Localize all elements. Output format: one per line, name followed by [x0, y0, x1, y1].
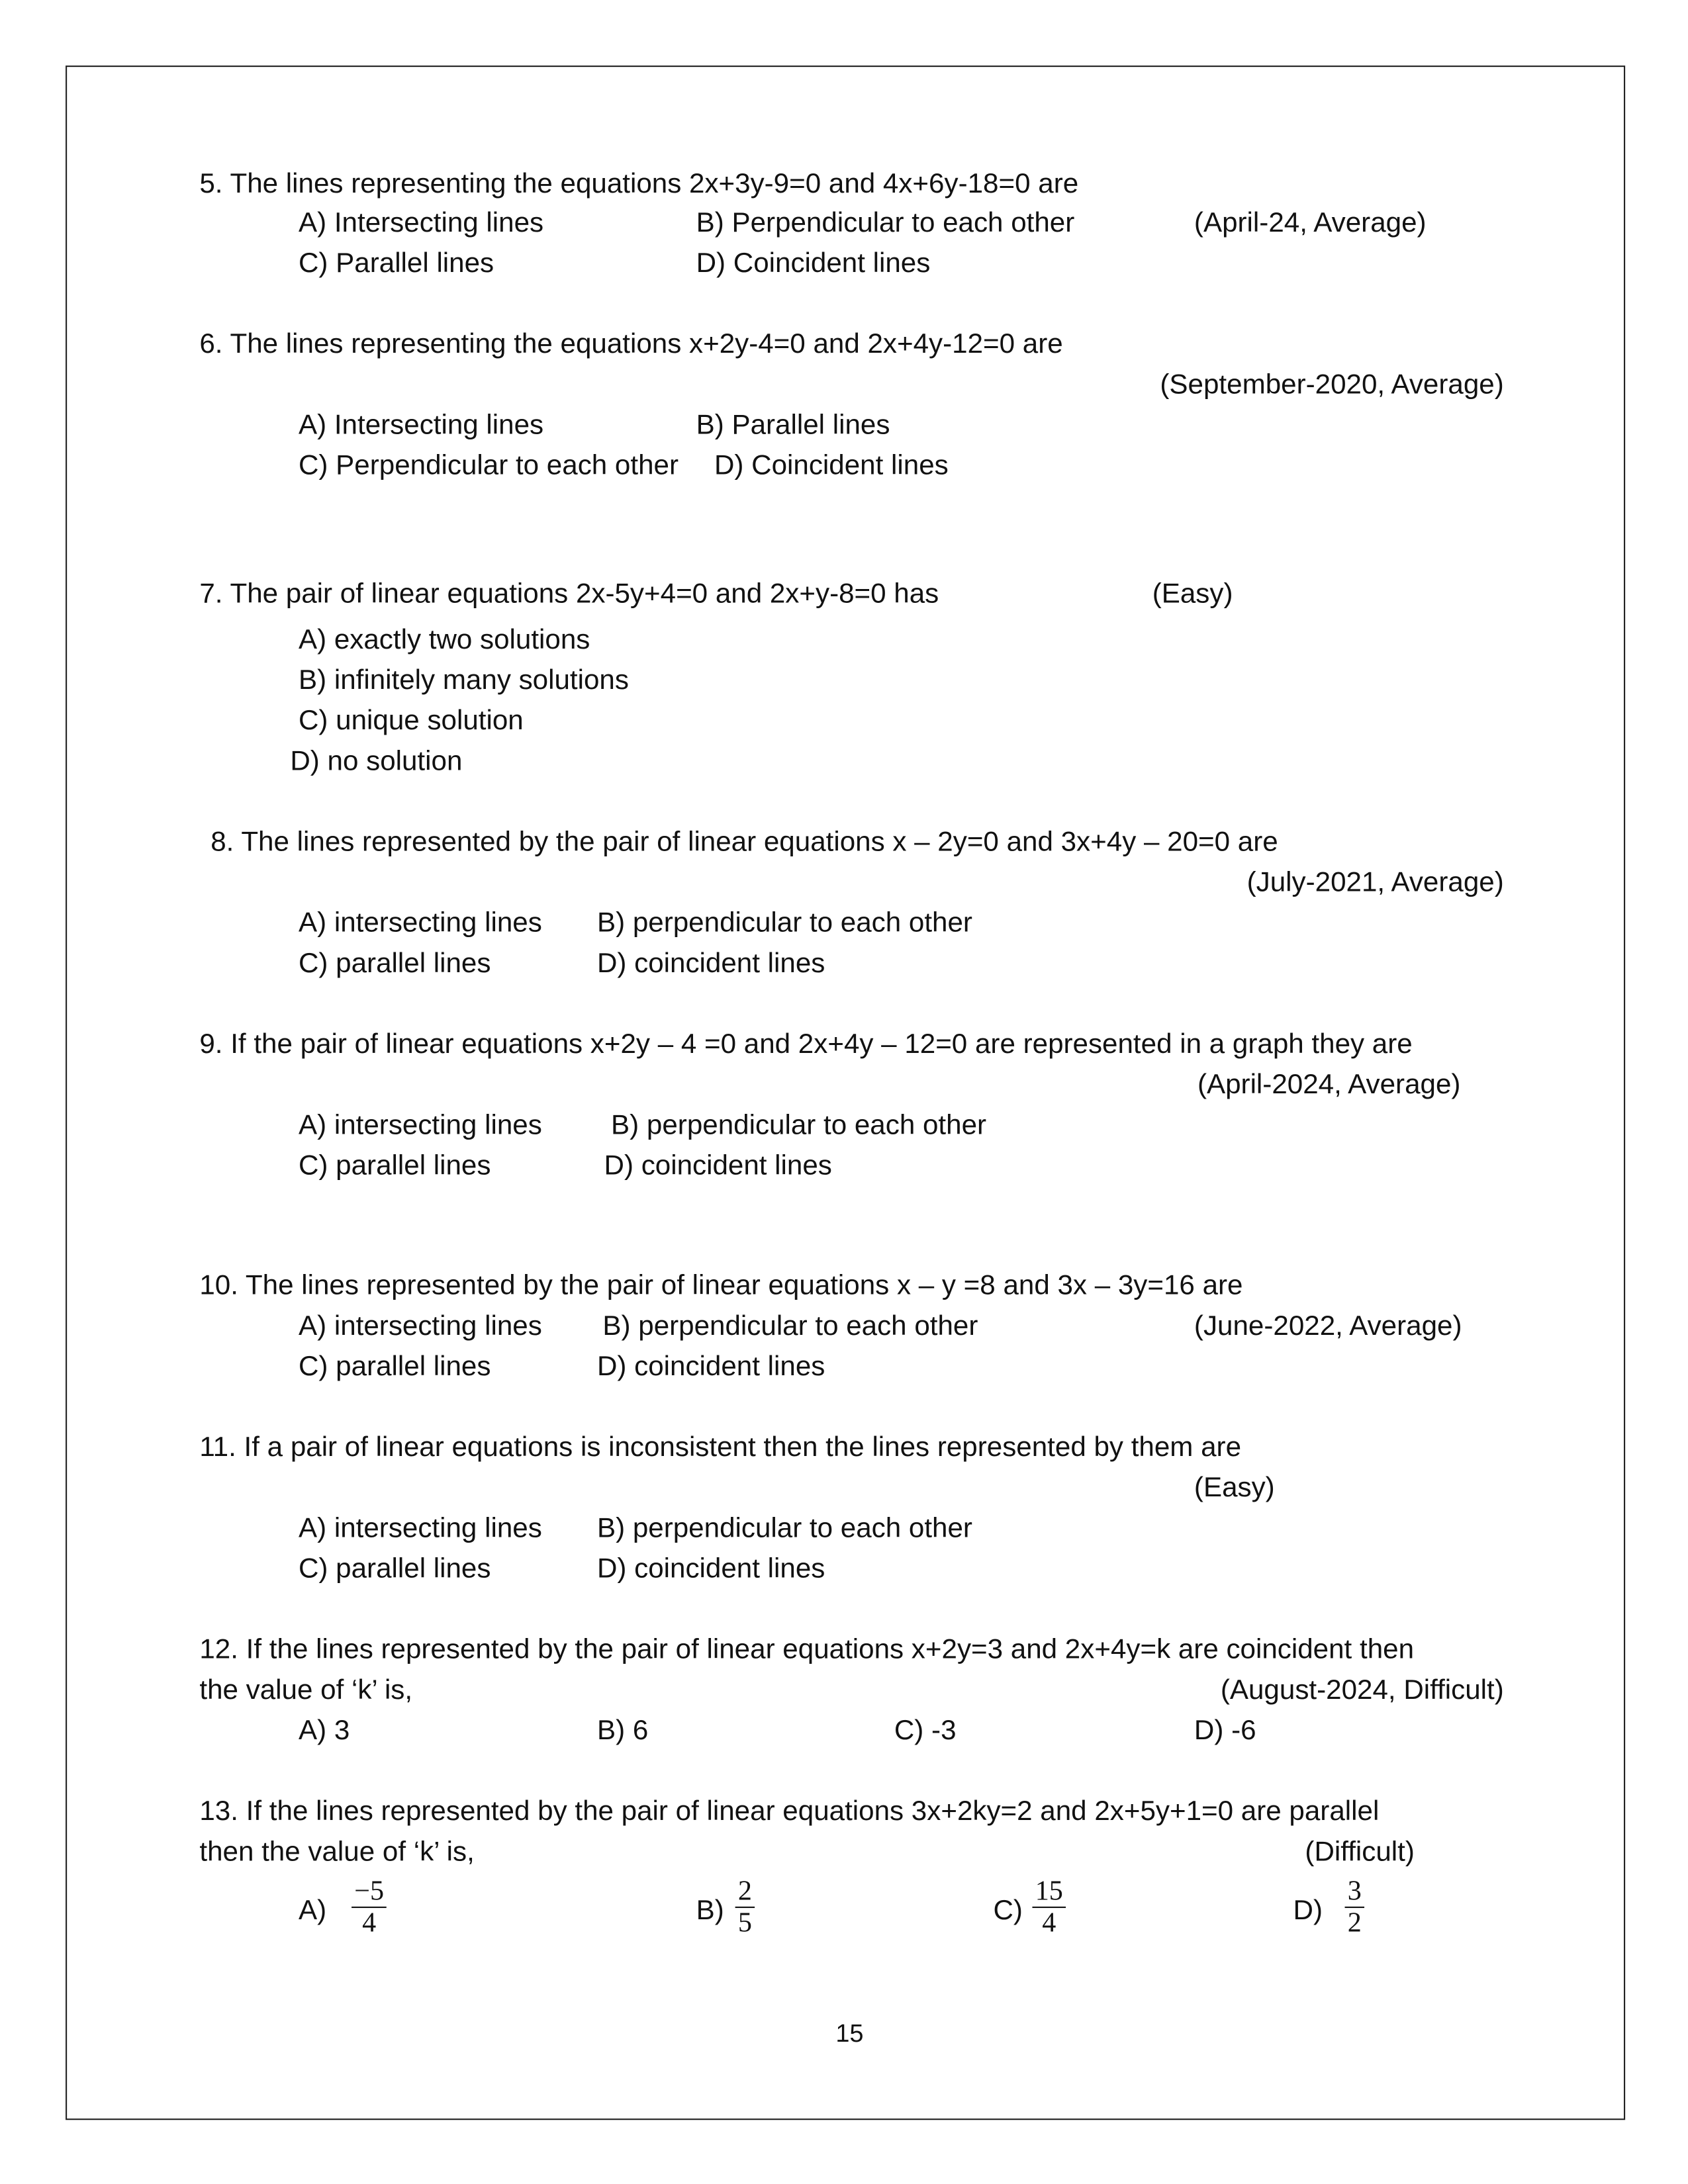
question-5-stem: 5. The lines representing the equations 2x+3y-9=0 and 4x+6y-18=0 are [199, 168, 1079, 200]
question-8-option-c: C) parallel lines [298, 948, 491, 979]
question-7-option-b: B) infinitely many solutions [298, 665, 629, 696]
question-6-option-d: D) Coincident lines [714, 450, 949, 482]
question-7-tag: (Easy) [1152, 578, 1233, 610]
question-11-option-d: D) coincident lines [596, 1553, 825, 1585]
question-9-stem: 9. If the pair of linear equations x+2y – 4 =0 and 2x+4y – 12=0 are represented in a graph they are [199, 1029, 1413, 1060]
numerator: 2 [735, 1876, 755, 1907]
denominator: 5 [737, 1907, 752, 1939]
question-12-stem-line2: the value of ‘k’ is, [199, 1674, 413, 1706]
question-6-tag: (September-2020, Average) [1160, 369, 1504, 400]
question-8-option-a: A) intersecting lines [298, 907, 542, 939]
question-5-option-b: B) Perpendicular to each other [696, 208, 1075, 239]
question-10-option-c: C) parallel lines [298, 1351, 491, 1383]
question-7-option-c: C) unique solution [298, 705, 524, 737]
question-8-option-b: B) perpendicular to each other [596, 907, 972, 939]
question-13-option-b-label: B) [696, 1895, 724, 1927]
question-6-stem: 6. The lines representing the equations x+2y-4=0 and 2x+4y-12=0 are [199, 329, 1063, 360]
question-7-stem: 7. The pair of linear equations 2x-5y+4=0 and 2x+y-8=0 has [199, 578, 939, 610]
question-11-tag: (Easy) [1194, 1473, 1275, 1504]
question-6-option-c: C) Perpendicular to each other [298, 450, 679, 482]
numerator: 3 [1345, 1876, 1365, 1907]
question-13-option-a-label: A) [298, 1895, 327, 1927]
question-12-option-c: C) -3 [894, 1715, 957, 1747]
question-10-option-b: B) perpendicular to each other [602, 1310, 978, 1342]
question-10-option-d: D) coincident lines [596, 1351, 825, 1383]
question-5-option-c: C) Parallel lines [298, 248, 494, 279]
question-13-option-d-label: D) [1293, 1895, 1323, 1927]
question-12-option-b: B) 6 [596, 1715, 649, 1747]
question-13-option-a-fraction [352, 1876, 387, 1938]
denominator: 4 [1042, 1907, 1056, 1939]
question-5-option-d: D) Coincident lines [696, 248, 931, 279]
denominator: 4 [362, 1907, 377, 1939]
question-8-option-d: D) coincident lines [596, 948, 825, 979]
denominator: 2 [1347, 1907, 1362, 1939]
question-13-option-c-fraction [1032, 1876, 1066, 1938]
question-9-option-b: B) perpendicular to each other [611, 1110, 987, 1141]
question-12-stem: 12. If the lines represented by the pair of linear equations x+2y=3 and 2x+4y=k are coincident then [199, 1634, 1415, 1666]
question-11-option-c: C) parallel lines [298, 1553, 491, 1585]
numerator: −5 [352, 1876, 387, 1907]
question-13-option-c-label: C) [993, 1895, 1023, 1927]
question-7-option-d: D) no solution [290, 746, 463, 777]
question-9-tag: (April-2024, Average) [1197, 1069, 1461, 1101]
question-13-stem: 13. If the lines represented by the pair of linear equations 3x+2ky=2 and 2x+5y+1=0 are parallel [199, 1796, 1380, 1827]
question-10-stem: 10. The lines represented by the pair of linear equations x – y =8 and 3x – 3y=16 are [199, 1270, 1243, 1302]
question-5-tag: (April-24, Average) [1194, 208, 1427, 239]
question-7-option-a: A) exactly two solutions [298, 625, 590, 656]
question-13-option-d-fraction [1345, 1876, 1365, 1938]
numerator: 15 [1032, 1876, 1066, 1907]
page-number: 15 [835, 2019, 864, 2048]
question-8-tag: (July-2021, Average) [1246, 867, 1504, 899]
question-10-tag: (June-2022, Average) [1194, 1310, 1462, 1342]
question-6-option-a: A) Intersecting lines [298, 410, 544, 441]
question-10-option-a: A) intersecting lines [298, 1310, 542, 1342]
question-13-option-b-fraction [735, 1876, 755, 1938]
question-5-option-a: A) Intersecting lines [298, 208, 544, 239]
question-9-option-a: A) intersecting lines [298, 1110, 542, 1141]
question-12-option-a: A) 3 [298, 1715, 350, 1747]
question-12-tag: (August-2024, Difficult) [1220, 1674, 1504, 1706]
question-13-tag: (Difficult) [1305, 1837, 1415, 1868]
question-9-option-c: C) parallel lines [298, 1150, 491, 1181]
question-9-option-d: D) coincident lines [604, 1150, 832, 1181]
question-13-stem-line2: then the value of ‘k’ is, [199, 1837, 475, 1868]
question-12-option-d: D) -6 [1194, 1715, 1256, 1747]
question-6-option-b: B) Parallel lines [696, 410, 890, 441]
question-8-stem: 8. The lines represented by the pair of linear equations x – 2y=0 and 3x+4y – 20=0 are [211, 827, 1278, 858]
question-11-stem: 11. If a pair of linear equations is inconsistent then the lines represented by them are [199, 1432, 1242, 1463]
question-11-option-b: B) perpendicular to each other [596, 1513, 972, 1544]
question-11-option-a: A) intersecting lines [298, 1513, 542, 1544]
